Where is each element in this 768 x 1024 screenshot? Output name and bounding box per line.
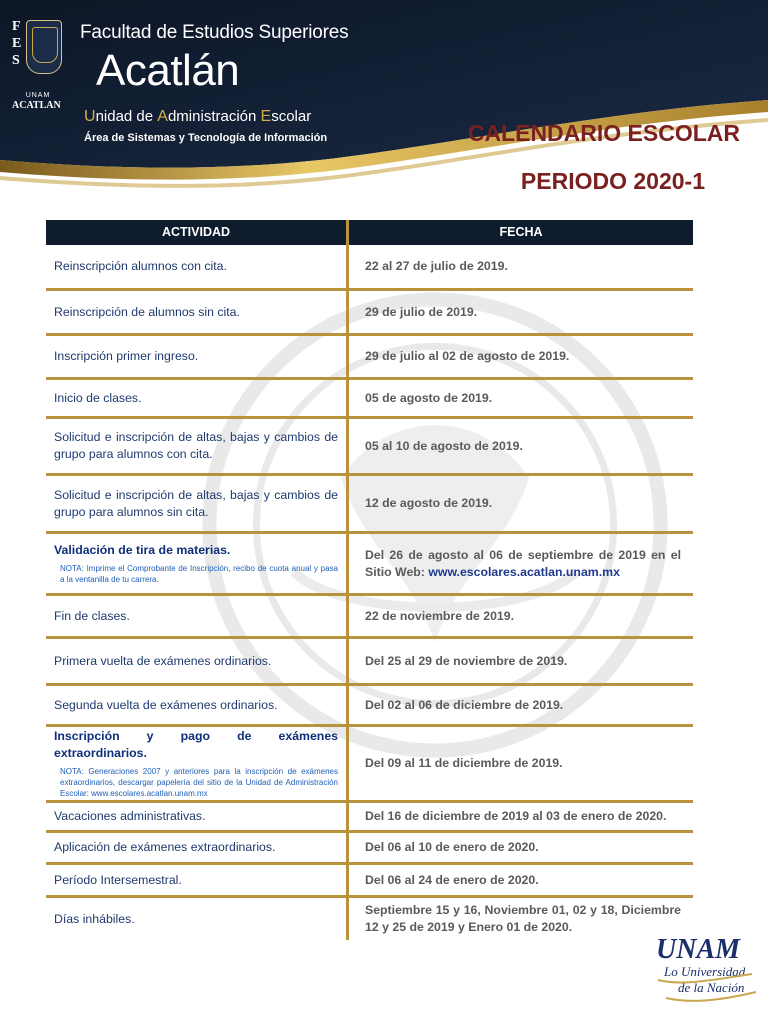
activity-cell: Solicitud e inscripción de altas, bajas y cambios de grupo para alumnos con cita. xyxy=(54,430,338,461)
unam-crest-icon xyxy=(26,20,62,74)
fes-letter-f: F xyxy=(12,19,21,34)
activity-cell: Días inhábiles. xyxy=(54,911,135,926)
table-row xyxy=(46,476,693,534)
activity-cell: Inscripción primer ingreso. xyxy=(54,349,199,363)
activity-cell: Fin de clases. xyxy=(54,608,130,623)
acatlan-small-label: ACATLAN xyxy=(12,100,61,111)
unam-slogan-logo xyxy=(652,928,762,1008)
activity-note: NOTA: Generaciones 2007 y anteriores para la inscripción de exámenes extraordinarios, descargar papelería del sitio de la Unidad de Administración Escolar: www.escolares.acatlan.unam.mx xyxy=(60,767,338,798)
date-cell: 29 de julio de 2019. xyxy=(346,291,693,333)
table-row xyxy=(46,833,693,865)
table-row xyxy=(46,639,693,686)
table-row xyxy=(46,419,693,476)
campus-name: Acatlán xyxy=(96,46,240,95)
date-cell: Septiembre 15 y 16, Noviembre 01, 02 y 18, Diciembre 12 y 25 de 2019 y Enero 01 de 2020. xyxy=(346,898,693,940)
activity-cell: Período Intersemestral. xyxy=(54,872,182,887)
unit-name: Unidad de Administración Escolar xyxy=(84,108,312,125)
table-row xyxy=(46,803,693,833)
date-cell: Del 16 de diciembre de 2019 al 03 de enero de 2020. xyxy=(346,803,693,830)
activity-cell: Reinscripción de alumnos sin cita. xyxy=(54,304,240,319)
activity-cell: Inscripción y pago de exámenes extraordinarios. NOTA: Generaciones 2007 y anteriores para la inscripción de exámenes extraordinarios, descargar papelería del sitio de la Unidad de Administración Escolar: www.escolares.acatlan.unam.mx xyxy=(54,729,338,798)
date-cell: Del 06 al 24 de enero de 2020. xyxy=(346,865,693,895)
area-name: Área de Sistemas y Tecnología de Información xyxy=(84,132,328,144)
activity-cell: Aplicación de exámenes extraordinarios. xyxy=(54,840,276,854)
date-cell: 12 de agosto de 2019. xyxy=(346,476,693,531)
period-title: PERIODO 2020-1 xyxy=(520,168,705,194)
slogan-line-1: Lo Universidad xyxy=(664,964,746,979)
fes-logo xyxy=(12,18,61,111)
table-row xyxy=(46,291,693,336)
date-cell: Del 26 de agosto al 06 de septiembre de 2019 en el Sitio Web: www.escolares.acatlan.unam.mx xyxy=(346,534,693,593)
header-activity: ACTIVIDAD xyxy=(161,225,231,239)
table-row xyxy=(46,336,693,380)
table-row xyxy=(46,898,693,940)
fes-letter-e: E xyxy=(12,36,22,51)
date-cell: Del 02 al 06 de diciembre de 2019. xyxy=(346,686,693,724)
calendar-title: CALENDARIO ESCOLAR xyxy=(467,120,740,146)
activity-cell: Segunda vuelta de exámenes ordinarios. xyxy=(54,697,278,712)
activity-cell: Validación de tira de materias. NOTA: Imprime el Comprobante de Inscripción, recibo de cuota anual y pasa a la ventanilla de tu carrera. xyxy=(54,543,338,584)
table-row xyxy=(46,686,693,727)
date-cell: 05 al 10 de agosto de 2019. xyxy=(346,419,693,473)
unam-brand-text: UNAM xyxy=(656,934,741,965)
date-cell: 05 de agosto de 2019. xyxy=(346,380,693,416)
table-row xyxy=(46,380,693,419)
fes-letters xyxy=(12,18,24,69)
activity-cell: Reinscripción alumnos con cita. xyxy=(54,259,227,273)
activity-cell: Vacaciones administrativas. xyxy=(54,809,206,823)
table-row xyxy=(46,727,693,803)
slogan-line-2: de la Nación xyxy=(678,980,745,995)
activity-note: NOTA: Imprime el Comprobante de Inscripción, recibo de cuota anual y pasa a la ventanilla de tu carrera. xyxy=(60,564,338,584)
unam-small-label: UNAM xyxy=(25,92,51,99)
date-cell: 22 de noviembre de 2019. xyxy=(346,596,693,636)
activity-cell: Inicio de clases. xyxy=(54,390,142,405)
date-cell: Del 06 al 10 de enero de 2020. xyxy=(346,833,693,862)
escolares-link[interactable]: www.escolares.acatlan.unam.mx xyxy=(428,564,620,579)
activity-cell: Primera vuelta de exámenes ordinarios. xyxy=(54,653,272,668)
calendar-table xyxy=(46,220,693,940)
date-cell: Del 09 al 11 de diciembre de 2019. xyxy=(346,727,693,800)
date-cell: 29 de julio al 02 de agosto de 2019. xyxy=(346,336,693,377)
table-row xyxy=(46,865,693,898)
date-cell: Del 25 al 29 de noviembre de 2019. xyxy=(346,639,693,683)
table-row xyxy=(46,245,693,291)
table-header xyxy=(46,220,693,245)
table-row xyxy=(46,534,693,596)
activity-cell: Solicitud e inscripción de altas, bajas y cambios de grupo para alumnos sin cita. xyxy=(54,487,338,519)
fes-letter-s: S xyxy=(12,53,20,68)
header-date: FECHA xyxy=(346,220,693,245)
faculty-title: Facultad de Estudios Superiores xyxy=(80,22,349,43)
date-cell: 22 al 27 de julio de 2019. xyxy=(346,245,693,288)
table-row xyxy=(46,596,693,639)
